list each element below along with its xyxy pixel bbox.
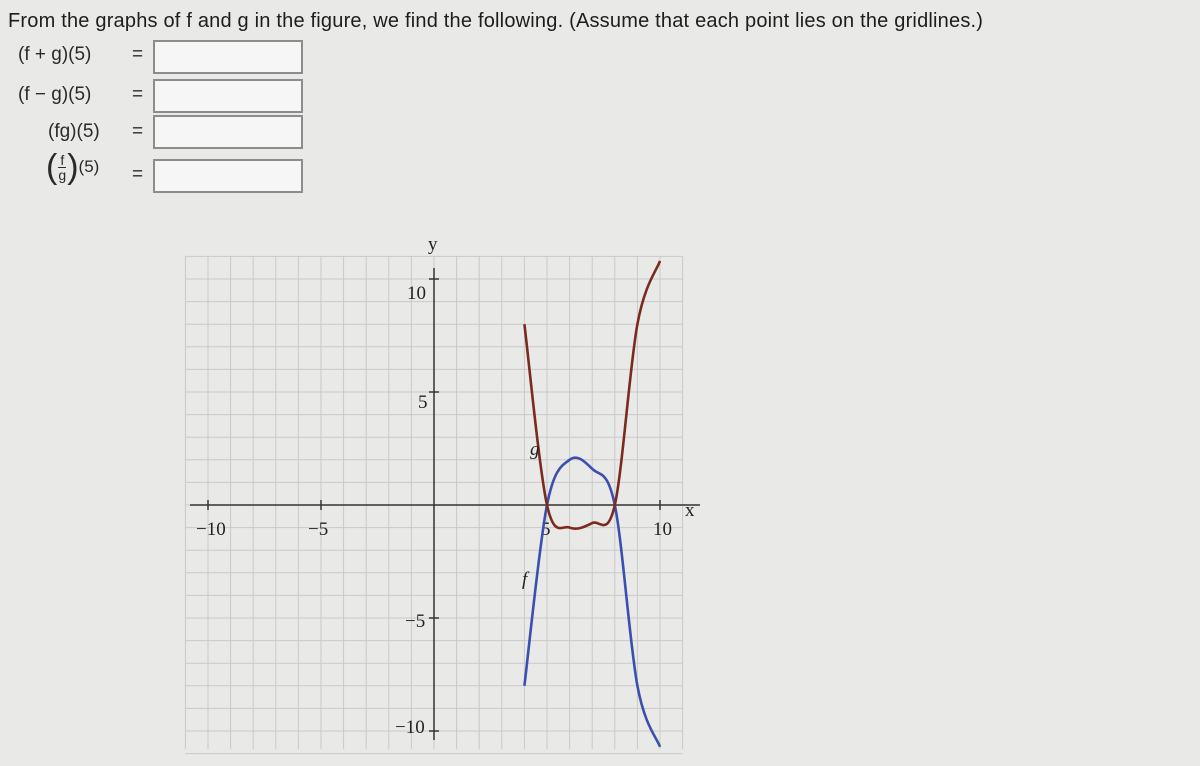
product-label: (fg)(5): [48, 121, 100, 142]
curve-label-f: f: [522, 569, 528, 590]
quotient-label: ( $\frac{f}{g}$ ) (5): [46, 148, 100, 186]
x-tick-label: 10: [653, 519, 672, 540]
x-axis-label: x: [685, 500, 695, 521]
difference-label: (f − g)(5): [18, 84, 92, 105]
product-equals: =: [132, 121, 144, 142]
x-tick-label: −10: [196, 519, 226, 540]
y-tick-label: 10: [407, 283, 426, 304]
quotient-argument: (5): [78, 157, 100, 176]
quotient-denominator: g: [58, 166, 67, 183]
curve-label-g: g: [530, 439, 540, 460]
x-tick-label: 5: [541, 519, 551, 540]
y-tick-label: −5: [405, 611, 426, 632]
difference-equals: =: [132, 84, 144, 105]
y-tick-label: 5: [418, 392, 428, 413]
sum-label: (f + g)(5): [18, 44, 92, 65]
y-axis-label: y: [428, 234, 438, 255]
quotient-numerator: f: [60, 151, 65, 168]
sum-equals: =: [132, 44, 144, 65]
graph-axes: [190, 268, 700, 740]
y-tick-label: −10: [395, 717, 425, 738]
x-tick-label: −5: [308, 519, 329, 540]
problem-statement: From the graphs of f and g in the figure, we find the following. (Assume that each point lies on the gridlines.): [8, 10, 984, 32]
quotient-equals: =: [132, 164, 144, 185]
